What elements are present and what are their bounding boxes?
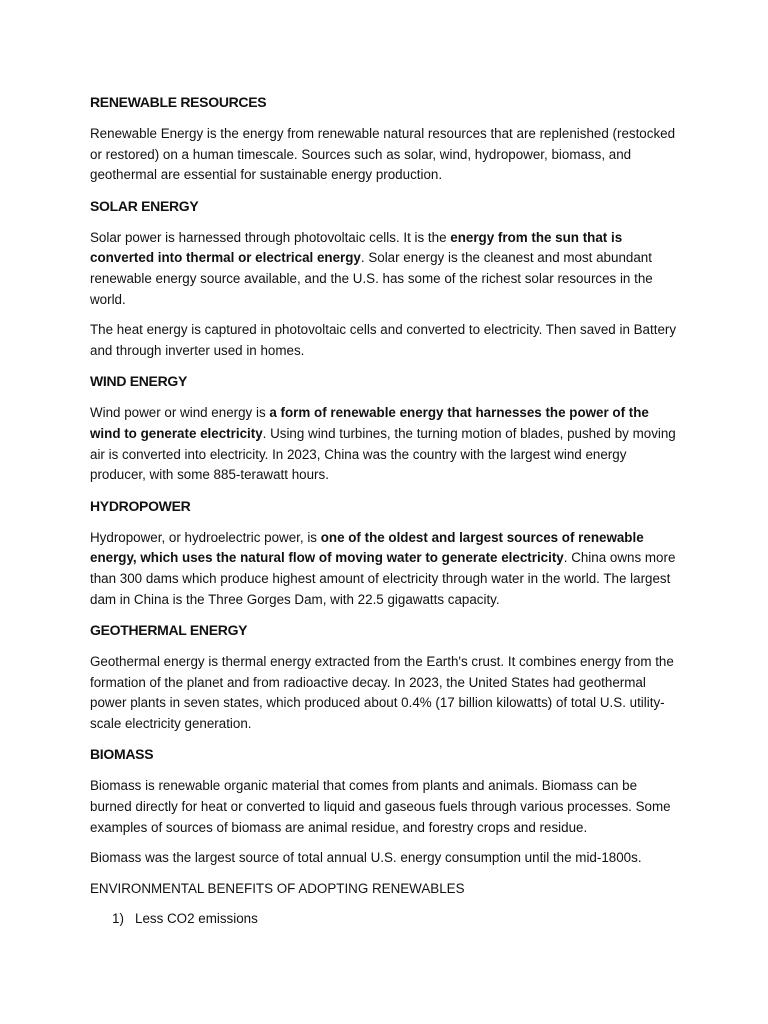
- section-heading-biomass: BIOMASS: [90, 746, 154, 763]
- solar-text-b: . Solar energy is the cleanest and most abundant renewable energy source available, and the U.S. has some of the richest solar resources in the world.: [90, 250, 653, 307]
- hydro-paragraph: [90, 528, 680, 610]
- section-heading-solar: SOLAR ENERGY: [90, 197, 199, 214]
- benefits-heading: ENVIRONMENTAL BENEFITS OF ADOPTING RENEWABLES: [90, 880, 465, 896]
- solar-paragraph-1: [90, 228, 680, 310]
- hydro-text-a: Hydropower, or hydroelectric power, is: [90, 529, 321, 545]
- solar-text-a: Solar power is harnessed through photovoltaic cells. It is the: [90, 229, 451, 245]
- wind-text-bold: a form of renewable energy that harnesses the power of the wind to generate electricity: [90, 405, 649, 441]
- wind-text-b: . Using wind turbines, the turning motion of blades, pushed by moving air is converted into electricity. In 2023, China was the country with the largest wind energy producer, with some 885-terawatt hours.: [90, 425, 676, 483]
- geothermal-paragraph: Geothermal energy is thermal energy extracted from the Earth's crust. It combines energy from the formation of the planet and from radioactive decay. In 2023, the United States had geothermal power plants in seven states, which produced about 0.4% (17 billion kilowatts) of total U.S. utility-scale electricity generation.: [90, 654, 674, 731]
- biomass-paragraph-1: Biomass is renewable organic material that comes from plants and animals. Biomass can be burned directly for heat or converted to liquid and gaseous fuels through various processes. Some examples of sources of biomass are animal residue, and forestry crops and residue.: [90, 778, 671, 835]
- list-item-text: Less CO2 emissions: [135, 910, 258, 926]
- list-item: [90, 909, 680, 929]
- hydro-text-bold: one of the oldest and largest sources of renewable energy, which uses the natural flow of moving water to generate electricity: [90, 529, 644, 566]
- benefits-list: [90, 909, 680, 929]
- list-item-number: 1): [112, 910, 124, 926]
- document-page: [90, 92, 680, 929]
- hydro-text-b: . China owns more than 300 dams which produce highest amount of electricity through water in the world. The largest dam in China is the Three Gorges Dam, with 22.5 gigawatts capacity.: [90, 550, 676, 607]
- solar-paragraph-2: The heat energy is captured in photovoltaic cells and converted to electricity. Then saved in Battery and through inverter used in homes.: [90, 322, 677, 358]
- biomass-paragraph-2: Biomass was the largest source of total annual U.S. energy consumption until the mid-1800s.: [90, 850, 642, 866]
- solar-text-bold: energy from the sun that is converted into thermal or electrical energy: [90, 229, 623, 266]
- renewable-paragraph: Renewable Energy is the energy from renewable natural resources that are replenished (restocked or restored) on a human timescale. Sources such as solar, wind, hydropower, biomass, and geothermal are essential for sustainable energy production.: [90, 126, 676, 183]
- wind-text-a: Wind power or wind energy is: [90, 405, 270, 421]
- wind-paragraph: [90, 403, 680, 485]
- section-heading-wind: WIND ENERGY: [90, 373, 188, 390]
- section-heading-hydro: HYDROPOWER: [90, 497, 191, 514]
- section-heading-geothermal: GEOTHERMAL ENERGY: [90, 622, 248, 639]
- section-heading-renewable: RENEWABLE RESOURCES: [90, 94, 267, 110]
